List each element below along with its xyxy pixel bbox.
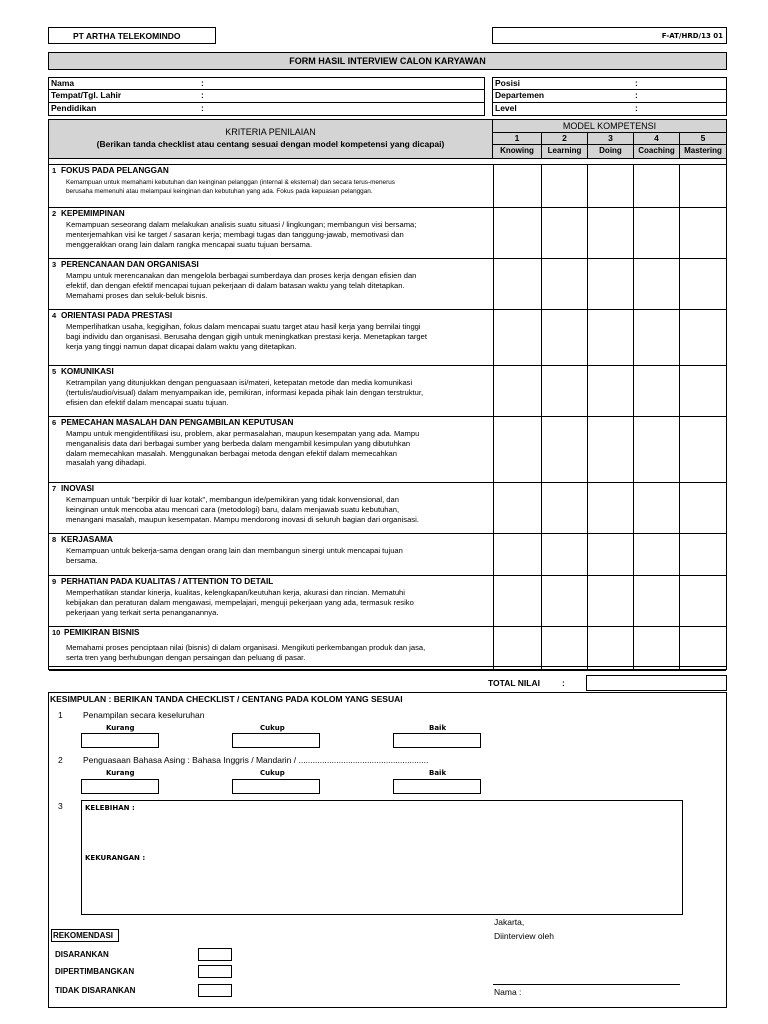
criteria-title: KEPEMIMPINAN	[61, 209, 125, 218]
kelebihan-kekurangan-box[interactable]	[81, 800, 683, 915]
model-kompetensi-header	[493, 120, 726, 159]
criteria-9-level-3-cell[interactable]	[587, 576, 633, 626]
criteria-number: 5	[52, 367, 57, 376]
criteria-8-level-3-cell[interactable]	[587, 534, 633, 575]
criteria-title: PEMECAHAN MASALAH DAN PENGAMBILAN KEPUTUSAN	[61, 418, 294, 427]
level-name: Learning	[547, 146, 582, 155]
total-label: TOTAL NILAI	[488, 678, 540, 688]
criteria-7-level-5-cell[interactable]	[679, 483, 726, 533]
criteria-2-level-1-cell[interactable]	[493, 208, 541, 258]
item2-kurang-box[interactable]	[81, 779, 159, 794]
criteria-4-level-5-cell[interactable]	[679, 310, 726, 365]
criteria-1-level-1-cell[interactable]	[493, 165, 541, 207]
criteria-description-line: menterjemahkan visi ke target / sasaran kerja; membagi tugas dan tanggung-jawab, memotivasi dan	[66, 229, 404, 239]
criteria-3-level-1-cell[interactable]	[493, 259, 541, 309]
criteria-2-level-5-cell[interactable]	[679, 208, 726, 258]
item1-label: Penampilan secara keseluruhan	[83, 710, 205, 720]
criteria-description-line: kerja yang tinggi namun dapat dicapai dalam waktu yang ditetapkan.	[66, 341, 297, 351]
criteria-title: KOMUNIKASI	[61, 367, 114, 376]
criteria-8-level-1-cell[interactable]	[493, 534, 541, 575]
criteria-2-level-3-cell[interactable]	[587, 208, 633, 258]
criteria-description-line: pekerjaan yang terkait serta penanganannya.	[66, 607, 219, 617]
criteria-1-level-4-cell[interactable]	[633, 165, 679, 207]
criteria-number: 7	[52, 484, 57, 493]
item1-baik-box[interactable]	[393, 733, 481, 748]
criteria-description-line: Memahami proses penciptaan nilai (bisnis) di dalam organisasi. Mengikuti perkembangan produk dan jasa,	[66, 643, 426, 652]
criteria-description-line: (tertulis/audio/visual) dalam menyampaikan ide, pemikiran, informasi kepada pihak lain dengan terstruktur,	[66, 387, 424, 397]
criteria-5-level-5-cell[interactable]	[679, 366, 726, 416]
kelebihan-label: KELEBIHAN :	[85, 804, 135, 812]
criteria-title: PERHATIAN PADA KUALITAS / ATTENTION TO DETAIL	[61, 577, 274, 586]
criteria-description-line: efisien dan efektif dalam mencapai suatu tujuan.	[66, 397, 229, 407]
criteria-description-line: bersama.	[66, 555, 98, 565]
label-level: Level	[495, 103, 517, 113]
criteria-7-level-2-cell[interactable]	[541, 483, 587, 533]
disarankan-checkbox[interactable]	[198, 948, 232, 961]
level-col-3	[587, 132, 633, 159]
criteria-description-line: bagi individu dan organisasi. Berusaha dengan gigih untuk meningkatkan prestasi kerja. Menetapkan target	[66, 331, 427, 341]
item1-cukup-box[interactable]	[232, 733, 320, 748]
criteria-row-1	[49, 164, 726, 207]
level-col-1	[493, 132, 541, 159]
label-tempat-tgl-lahir: Tempat/Tgl. Lahir	[51, 90, 122, 100]
criteria-description-line: Ketrampilan yang ditunjukkan dengan penguasaan isi/materi, ketepatan metode dan media komunikasi	[66, 378, 413, 387]
criteria-description-line: Kemampuan untuk memahami kebutuhan dan keinginan pelanggan (internal & eksternal) dan secara terus-menerus	[66, 179, 395, 186]
item1-kurang-box[interactable]	[81, 733, 159, 748]
label-posisi: Posisi	[495, 78, 521, 88]
criteria-8-level-2-cell[interactable]	[541, 534, 587, 575]
rekomendasi-heading: REKOMENDASI	[53, 931, 114, 940]
criteria-10-level-3-cell[interactable]	[587, 627, 633, 670]
criteria-title: FOKUS PADA PELANGGAN	[61, 166, 169, 175]
scale2-baik: Baik	[429, 769, 447, 777]
identity-right: Posisi : Departemen : Level :	[492, 77, 727, 116]
criteria-description-line: Memahami proses dan seluk-beluk bisnis.	[66, 290, 208, 300]
signature-interviewed-by: Diinterview oleh	[494, 931, 554, 941]
option-dipertimbangkan: DIPERTIMBANGKAN	[55, 967, 135, 976]
criteria-description-line: kebijakan dan peraturan dalam mengawasi, mempelajari, menguji pekerjaan yang ada, termasuk resiko	[66, 597, 414, 607]
criteria-3-level-4-cell[interactable]	[633, 259, 679, 309]
criteria-description-line: Mampu untuk merencanakan dan mengelola berbagai sumberdaya dan proses kerja dengan efisien dan	[66, 271, 417, 280]
label-nama: Nama	[51, 78, 75, 88]
company-name: PT ARTHA TELEKOMINDO	[73, 31, 181, 41]
criteria-description-line: menggerakkan orang lain dalam rangka mencapai suatu tujuan bersama.	[66, 239, 313, 249]
model-title: MODEL KOMPETENSI	[562, 121, 657, 131]
criteria-description-line: Memperlihatkan usaha, kegigihan, fokus dalam mencapai suatu target atau hasil kerja yang bernilai tinggi	[66, 322, 421, 331]
scale2-cukup: Cukup	[260, 769, 285, 777]
criteria-7-level-3-cell[interactable]	[587, 483, 633, 533]
criteria-3-level-5-cell[interactable]	[679, 259, 726, 309]
criteria-description-line: dalam memecahkan masalah. Menggunakan berbagai metoda dengan efektif dalam memecahkan	[66, 448, 397, 458]
criteria-description-line: masalah yang dihadapi.	[66, 458, 147, 468]
criteria-9-level-4-cell[interactable]	[633, 576, 679, 626]
kekurangan-label: KEKURANGAN :	[85, 854, 146, 862]
criteria-row-2	[49, 207, 726, 258]
form-code-box	[492, 27, 727, 44]
level-num: 4	[654, 133, 659, 143]
criteria-2-level-2-cell[interactable]	[541, 208, 587, 258]
criteria-4-level-2-cell[interactable]	[541, 310, 587, 365]
signature-line	[493, 984, 680, 985]
criteria-description-line: Kemampuan untuk bekerja-sama dengan orang lain dan membangun sinergi untuk mencapai tujuan	[66, 546, 403, 555]
criteria-4-level-3-cell[interactable]	[587, 310, 633, 365]
conclusion-heading: KESIMPULAN : BERIKAN TANDA CHECKLIST / CENTANG PADA KOLOM YANG SESUAI	[50, 694, 403, 704]
label-pendidikan: Pendidikan	[51, 103, 97, 113]
criteria-6-level-2-cell[interactable]	[541, 417, 587, 482]
criteria-description-line: menganalisis data dari berbagai sumber yang berbeda dalam mengambil kesimpulan yang dibutuhkan	[66, 438, 411, 448]
signature-place: Jakarta,	[494, 917, 525, 927]
level-name: Knowing	[500, 146, 534, 155]
criteria-9-level-1-cell[interactable]	[493, 576, 541, 626]
level-num: 3	[608, 133, 613, 143]
criteria-description-line: berusaha memenuhi atau melampaui keinginan dan kebutuhan yang ada. Fokus pada kepuasan pelanggan.	[66, 188, 373, 195]
criteria-6-level-3-cell[interactable]	[587, 417, 633, 482]
criteria-3-level-2-cell[interactable]	[541, 259, 587, 309]
criteria-title: PEMIKIRAN BISNIS	[64, 628, 140, 637]
criteria-row-4	[49, 309, 726, 365]
criteria-1-level-2-cell[interactable]	[541, 165, 587, 207]
criteria-7-level-1-cell[interactable]	[493, 483, 541, 533]
form-title-bar	[48, 52, 727, 70]
criteria-row-5	[49, 365, 726, 416]
item2-cukup-box[interactable]	[232, 779, 320, 794]
criteria-10-level-1-cell[interactable]	[493, 627, 541, 670]
criteria-10-level-4-cell[interactable]	[633, 627, 679, 670]
criteria-8-level-4-cell[interactable]	[633, 534, 679, 575]
criteria-4-level-1-cell[interactable]	[493, 310, 541, 365]
rekomendasi-label-box	[51, 929, 119, 942]
criteria-5-level-1-cell[interactable]	[493, 366, 541, 416]
scale1-baik: Baik	[429, 724, 447, 732]
criteria-description-line: Mampu untuk mengidentifikasi isu, problem, akar permasalahan, maupun kesempatan yang ada. Mampu	[66, 429, 420, 438]
criteria-title: PERENCANAAN DAN ORGANISASI	[61, 260, 199, 269]
criteria-number: 2	[52, 209, 57, 218]
criteria-2-level-4-cell[interactable]	[633, 208, 679, 258]
criteria-row-3	[49, 258, 726, 309]
scale1-cukup: Cukup	[260, 724, 285, 732]
signature-name-label: Nama :	[494, 987, 522, 997]
criteria-description-line: Kemampuan untuk "berpikir di luar kotak", membangun ide/pemikiran yang tidak konvensional, dan	[66, 495, 399, 504]
criteria-row-10	[49, 626, 726, 671]
identity-left: Nama : Tempat/Tgl. Lahir : Pendidikan :	[48, 77, 485, 116]
item2-baik-box[interactable]	[393, 779, 481, 794]
label-departemen: Departemen	[495, 90, 545, 100]
criteria-number: 8	[52, 535, 57, 544]
criteria-title: INOVASI	[61, 484, 95, 493]
tidak-disarankan-checkbox[interactable]	[198, 984, 232, 997]
item2-label: Penguasaan Bahasa Asing : Bahasa Inggris / Mandarin / .......................................................	[83, 755, 429, 765]
level-name: Doing	[599, 146, 622, 155]
level-name: Mastering	[684, 146, 722, 155]
criteria-row-7	[49, 482, 726, 533]
level-col-5	[679, 132, 726, 159]
criteria-row-8	[49, 533, 726, 575]
criteria-5-level-4-cell[interactable]	[633, 366, 679, 416]
scale1-kurang: Kurang	[106, 724, 135, 732]
criteria-description-line: Memperhatikan standar kinerja, kualitas, kelengkapan/keutuhan kerja, akurasi dan rincian. Mematuhi	[66, 588, 405, 597]
criteria-9-level-2-cell[interactable]	[541, 576, 587, 626]
form-title: FORM HASIL INTERVIEW CALON KARYAWAN	[289, 56, 486, 66]
criteria-table	[48, 119, 727, 670]
criteria-10-level-5-cell[interactable]	[679, 627, 726, 670]
criteria-number: 10	[52, 628, 61, 637]
criteria-number: 1	[52, 166, 57, 175]
criteria-description-line: efektif, dan dengan efektif mencapai tujuan pekerjaan di dalam batasan waktu yang telah ditetapkan.	[66, 280, 405, 290]
option-tidak-disarankan: TIDAK DISARANKAN	[55, 986, 136, 995]
company-name-box	[48, 27, 216, 44]
criteria-description-line: Kemampuan seseorang dalam melakukan analisis suatu situasi / lingkungan; membangun visi bersama;	[66, 220, 417, 229]
scale2-kurang: Kurang	[106, 769, 135, 777]
criteria-5-level-3-cell[interactable]	[587, 366, 633, 416]
option-disarankan: DISARANKAN	[55, 950, 109, 959]
criteria-number: 4	[52, 311, 57, 320]
criteria-number: 3	[52, 260, 57, 269]
criteria-description-line: keinginan untuk mencoba atau mencari cara (metodologi) baru, dalam menjawab suatu kebutuhan,	[66, 504, 400, 514]
level-num: 1	[514, 133, 520, 143]
criteria-8-level-5-cell[interactable]	[679, 534, 726, 575]
criteria-7-level-4-cell[interactable]	[633, 483, 679, 533]
level-num: 5	[700, 133, 706, 143]
criteria-title: KERJASAMA	[61, 535, 113, 544]
level-name: Coaching	[638, 146, 675, 155]
criteria-10-level-2-cell[interactable]	[541, 627, 587, 670]
criteria-9-level-5-cell[interactable]	[679, 576, 726, 626]
criteria-subtitle: (Berikan tanda checklist atau centang sesuai dengan model kompetensi yang dicapai)	[96, 139, 445, 149]
criteria-6-level-1-cell[interactable]	[493, 417, 541, 482]
criteria-4-level-4-cell[interactable]	[633, 310, 679, 365]
level-col-2	[541, 132, 587, 159]
form-code: F-AT/HRD/13 01	[661, 32, 723, 40]
criteria-1-level-3-cell[interactable]	[587, 165, 633, 207]
criteria-description-line: menangani masalah, maupun kesempatan. Mampu mendorong inovasi di seluruh bagian dari organisasi.	[66, 514, 419, 524]
criteria-description-line: serta tren yang berhubungan dengan persaingan dan peluang di pasar.	[66, 652, 306, 662]
criteria-5-level-2-cell[interactable]	[541, 366, 587, 416]
criteria-header	[49, 120, 493, 159]
level-num: 2	[562, 133, 567, 143]
criteria-6-level-4-cell[interactable]	[633, 417, 679, 482]
conclusion-section: KESIMPULAN : BERIKAN TANDA CHECKLIST / CENTANG PADA KOLOM YANG SESUAI 1 Penampilan secara keseluruhan Kurang Cukup Baik 2 Penguasaan Bahasa Asing : Bahasa Inggris / Mandarin / ....................................................... Kurang Cukup Baik 3 KELEBIHAN : KEKURANGAN : REKOMENDASI DISARANKAN DIPERTIMBANGKAN TIDAK DISARANKAN Jakarta, Diinterview oleh Nama :	[48, 692, 727, 1008]
level-col-4	[633, 132, 679, 159]
criteria-title: ORIENTASI PADA PRESTASI	[61, 311, 173, 320]
criteria-title: KRITERIA PENILAIAN	[225, 127, 316, 137]
dipertimbangkan-checkbox[interactable]	[198, 965, 232, 978]
criteria-row-9	[49, 575, 726, 626]
criteria-number: 9	[52, 577, 57, 586]
criteria-number: 6	[52, 418, 57, 427]
criteria-1-level-5-cell[interactable]	[679, 165, 726, 207]
criteria-row-6	[49, 416, 726, 482]
criteria-6-level-5-cell[interactable]	[679, 417, 726, 482]
criteria-3-level-3-cell[interactable]	[587, 259, 633, 309]
total-value-box[interactable]	[586, 675, 727, 691]
